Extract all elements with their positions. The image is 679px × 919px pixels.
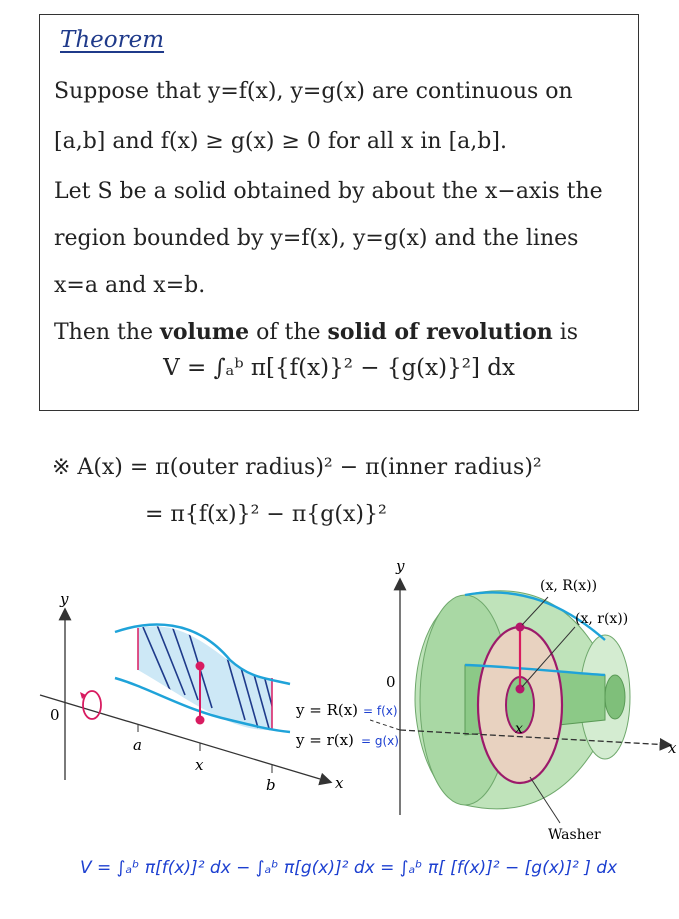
upper-point bbox=[196, 662, 205, 671]
solid-right-hole bbox=[605, 675, 625, 719]
outer-point-label: (x, R(x)) bbox=[540, 578, 598, 594]
label-b: b bbox=[266, 776, 276, 794]
right-y-label: y bbox=[396, 557, 405, 575]
theorem-title: Theorem bbox=[60, 27, 165, 53]
lower-point bbox=[196, 716, 205, 725]
volume-formula: V = ∫ₐᵇ π[{f(x)}² − {g(x)}²] dx bbox=[163, 355, 515, 381]
left-figure bbox=[0, 560, 400, 810]
theorem-line-3: Let S be a solid obtained by about the x−axis the bbox=[54, 179, 603, 204]
theorem-line-1: Suppose that y=f(x), y=g(x) are continuous on bbox=[54, 79, 573, 104]
right-origin: 0 bbox=[386, 673, 396, 691]
area-note-line-2: = π{f(x)}² − π{g(x)}² bbox=[145, 502, 387, 527]
theorem-line-6: Then the volume of the solid of revolution is bbox=[54, 319, 579, 345]
theorem-line-4: region bounded by y=f(x), y=g(x) and the lines bbox=[54, 226, 579, 251]
theorem-line-2: [a,b] and f(x) ≥ g(x) ≥ 0 for all x in [a,b]. bbox=[54, 129, 507, 154]
right-x-mark: x bbox=[515, 721, 523, 737]
left-y-label: y bbox=[60, 590, 69, 608]
handwritten-formula: V = ∫ₐᵇ π[f(x)]² dx − ∫ₐᵇ π[g(x)]² dx = ∫ₐᵇ π[ [f(x)]² − [g(x)]² ] dx bbox=[80, 858, 618, 878]
right-figure bbox=[370, 555, 679, 855]
lower-curve-hand: = g(x) bbox=[361, 734, 399, 748]
lower-curve-label: y = r(x) bbox=[296, 731, 354, 749]
upper-curve-label: y = R(x) bbox=[296, 701, 359, 719]
theorem-line-5: x=a and x=b. bbox=[54, 273, 206, 298]
washer-label: Washer bbox=[548, 827, 601, 843]
area-note-line-1: ※ A(x) = π(outer radius)² − π(inner radius)² bbox=[52, 455, 542, 480]
upper-curve-hand: = f(x) bbox=[363, 704, 398, 718]
left-x-label: x bbox=[335, 774, 344, 792]
right-x-axis-back bbox=[370, 720, 400, 730]
label-x: x bbox=[195, 756, 204, 774]
inner-point-label: (x, r(x)) bbox=[575, 611, 629, 627]
right-x-label: x bbox=[668, 739, 677, 757]
label-a: a bbox=[133, 736, 142, 754]
theorem-box bbox=[39, 14, 639, 411]
region-fill bbox=[138, 626, 272, 730]
left-origin: 0 bbox=[50, 706, 60, 724]
